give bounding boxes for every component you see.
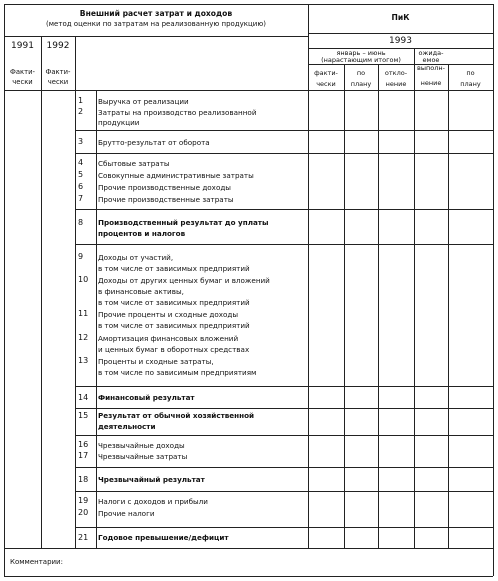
row-separator (76, 244, 493, 245)
row-separator (76, 386, 493, 387)
cumulative-label-1: январь – июнь (336, 49, 386, 57)
row-label-annual-surplus: Годовое превышение/дефицит (98, 533, 229, 542)
col-plan-2: плану (350, 80, 372, 88)
row-number: 6 (78, 182, 84, 191)
col-expected-4: нение (420, 79, 442, 87)
row-separator (76, 209, 493, 210)
row-separator (76, 527, 493, 528)
row-number: 12 (78, 333, 89, 342)
col-expected-3: выполн- (417, 64, 445, 72)
row-label-extraordinary-result: Чрезвычайный результат (98, 475, 205, 484)
row-label-extraordinary-costs: Чрезвычайные затраты (98, 452, 188, 461)
row-number: 7 (78, 194, 84, 203)
row-number: 20 (78, 508, 89, 517)
row-label-extraordinary-income: Чрезвычайные доходы (98, 441, 185, 450)
row-label-other-interest-cont: в том числе от зависимых предприятий (98, 321, 250, 330)
column-divider-byplan (448, 64, 449, 548)
row-number: 17 (78, 451, 89, 460)
row-label-securities-income-cont: в том числе от зависимых предприятий (98, 298, 250, 307)
column-divider-1991 (41, 36, 42, 548)
footer-separator (4, 548, 493, 549)
row-label-gross-result: Брутто-результат от оборота (98, 138, 210, 147)
col-1991-fact-2: чески (12, 78, 33, 86)
row-number: 14 (78, 393, 89, 402)
row-label-interest-costs-cont: в том числе по зависимым предприятиям (98, 368, 257, 377)
row-number: 2 (78, 107, 84, 116)
row-label-operating-result: Производственный результат до уплаты (98, 218, 269, 227)
header-divider-left (4, 36, 308, 37)
column-divider-expected (414, 48, 415, 548)
table-bottom-border (4, 576, 493, 577)
col-deviation-1: откло- (384, 69, 408, 77)
row-separator (76, 491, 493, 492)
column-divider-1992 (75, 36, 76, 548)
row-label-amortization-cont: и ценных бумаг в оборотных средствах (98, 345, 250, 354)
row-label-other-costs: Прочие производственные затраты (98, 195, 234, 204)
year-1991: 1991 (11, 41, 34, 51)
row-label-participation-income: Доходы от участий, (98, 253, 174, 262)
year-1992: 1992 (46, 41, 70, 51)
row-label-securities-income-cont: в финансовые активы, (98, 287, 184, 296)
header-bottom-border (4, 90, 493, 91)
row-number: 9 (78, 252, 84, 261)
column-divider-deviation (378, 64, 379, 548)
row-number: 8 (78, 218, 84, 227)
row-label-revenue: Выручка от реализации (98, 97, 189, 106)
row-label-participation-income-cont: в том числе от зависимых предприятий (98, 264, 250, 273)
col-byplan-2: плану (460, 80, 481, 88)
col-1991-fact-1: Факти- (10, 68, 35, 76)
row-label-amortization: Амортизация финансовых вложений (98, 334, 239, 343)
col-1992-fact-1: Факти- (45, 68, 71, 76)
column-divider-plan (344, 64, 345, 548)
table-right-border (493, 4, 494, 576)
col-expected-1: ожида- (418, 49, 444, 57)
col-plan-1: по (356, 69, 366, 77)
col-1992-fact-2: чески (47, 78, 69, 86)
row-number: 1 (78, 96, 84, 105)
row-label-other-taxes: Прочие налоги (98, 509, 155, 518)
form-subtitle: (метод оценки по затратам на реализованную продукцию) (46, 20, 266, 28)
row-label-securities-income: Доходы от других ценных бумаг и вложений (98, 276, 270, 285)
pik-title: ПиК (391, 13, 410, 22)
row-label-ordinary-result-cont: деятельности (98, 422, 156, 431)
col-fact-2: чески (316, 80, 336, 88)
row-label-other-income: Прочие производственные доходы (98, 183, 231, 192)
row-number: 11 (78, 309, 89, 318)
form-title: Внешний расчет затрат и доходов (79, 9, 233, 18)
column-divider-number (96, 90, 97, 548)
row-number: 5 (78, 170, 84, 179)
col-fact-1: факти- (314, 69, 338, 77)
row-number: 4 (78, 158, 84, 167)
row-label-income-taxes: Налоги с доходов и прибыли (98, 497, 208, 506)
row-number: 10 (78, 275, 89, 284)
row-number: 18 (78, 475, 89, 484)
row-number: 16 (78, 440, 89, 449)
row-label-operating-result-cont: процентов и налогов (98, 229, 186, 238)
row-separator (76, 130, 493, 131)
row-number: 19 (78, 496, 89, 505)
row-label-interest-costs: Проценты и сходные затраты, (98, 357, 214, 366)
row-separator (76, 153, 493, 154)
row-label-cost-of-sales-cont: продукции (98, 118, 140, 127)
col-deviation-2: нение (385, 80, 407, 88)
row-number: 13 (78, 356, 89, 365)
col-byplan-1: по (466, 69, 475, 77)
row-label-selling-costs: Сбытовые затраты (98, 159, 170, 168)
row-number: 3 (78, 137, 84, 146)
comments-label: Комментарии: (10, 558, 63, 566)
row-label-admin-costs: Совокупные административные затраты (98, 171, 254, 180)
row-number: 15 (78, 411, 89, 420)
col-expected-2: емое (422, 56, 440, 64)
year-1993: 1993 (389, 36, 412, 46)
row-separator (76, 435, 493, 436)
cumulative-label-2: (нарастающим итогом) (321, 56, 401, 64)
row-separator (76, 408, 493, 409)
table-top-border (4, 4, 493, 5)
row-label-ordinary-result: Результат от обычной хозяйственной (98, 411, 255, 420)
header-divider-right (308, 33, 493, 34)
row-label-other-interest: Прочие проценты и сходные доходы (98, 310, 239, 319)
row-separator (76, 467, 493, 468)
row-number: 21 (78, 533, 89, 542)
row-label-financial-result: Финансовый результат (98, 393, 195, 402)
row-label-cost-of-sales: Затраты на производство реализованной (98, 108, 257, 117)
